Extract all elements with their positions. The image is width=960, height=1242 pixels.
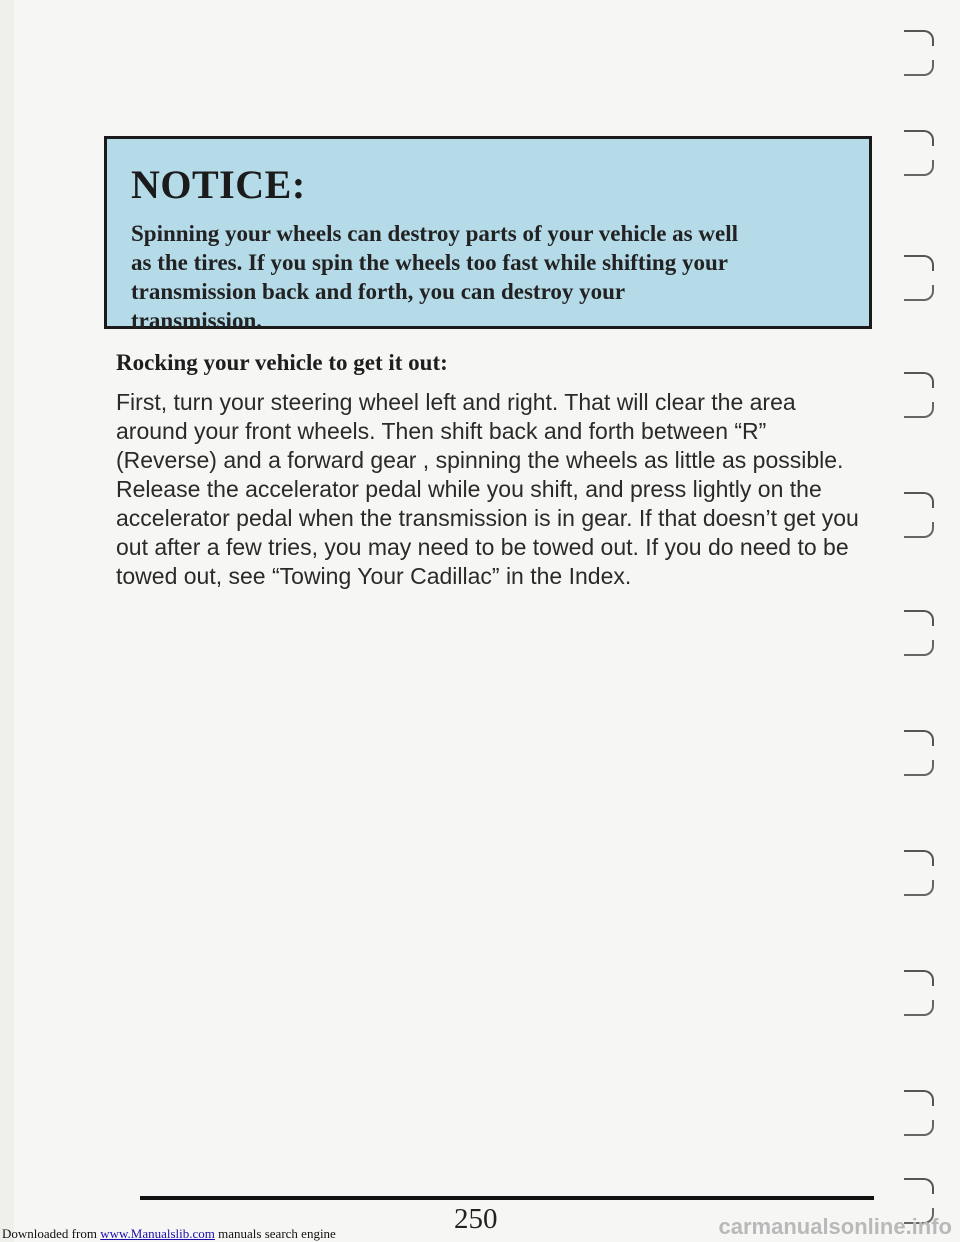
footer-rule xyxy=(140,1196,874,1200)
section-tab-mark xyxy=(900,492,940,556)
section-tab-mark xyxy=(900,730,940,794)
body-line: out after a few tries, you may need to be towed out. If you do need to be xyxy=(116,534,849,560)
section-tab-mark xyxy=(900,850,940,914)
section-tabs xyxy=(900,30,940,1220)
body-line: Release the accelerator pedal while you shift, and press lightly on the xyxy=(116,476,822,502)
notice-title: NOTICE: xyxy=(131,162,306,207)
section-tab-mark xyxy=(900,1090,940,1154)
notice-line: Spinning your wheels can destroy parts of your vehicle as well xyxy=(131,221,738,246)
section-tab-mark xyxy=(900,130,940,194)
notice-line: transmission back and forth, you can destroy your xyxy=(131,279,626,304)
notice-line: as the tires. If you spin the wheels too fast while shifting your xyxy=(131,250,728,275)
notice-line: transmission. xyxy=(131,308,262,333)
notice-box xyxy=(104,136,872,333)
section-tab-mark xyxy=(900,255,940,319)
section-tab-mark xyxy=(900,970,940,1034)
section-tab-mark xyxy=(900,372,940,436)
notice-text xyxy=(131,219,831,335)
section-heading: Rocking your vehicle to get it out: xyxy=(116,350,448,375)
body-paragraph xyxy=(116,388,876,591)
body-line: towed out, see “Towing Your Cadillac” in the Index. xyxy=(116,563,632,589)
download-suffix: manuals search engine xyxy=(218,1226,336,1241)
section-tab-mark xyxy=(900,610,940,674)
page-binding-edge xyxy=(0,0,14,1242)
page-number: 250 xyxy=(454,1203,498,1235)
site-watermark: carmanualsonline.info xyxy=(718,1214,952,1239)
body-line: (Reverse) and a forward gear , spinning the wheels as little as possible. xyxy=(116,447,844,473)
body-line: around your front wheels. Then shift back and forth between “R” xyxy=(116,418,767,444)
section-tab-mark xyxy=(900,30,940,94)
download-prefix: Downloaded from xyxy=(2,1226,97,1241)
download-notice xyxy=(2,1226,336,1242)
body-line: First, turn your steering wheel left and right. That will clear the area xyxy=(116,389,796,415)
body-line: accelerator pedal when the transmission is in gear. If that doesn’t get you xyxy=(116,505,859,531)
manualslib-link[interactable]: www.Manualslib.com xyxy=(100,1226,215,1241)
